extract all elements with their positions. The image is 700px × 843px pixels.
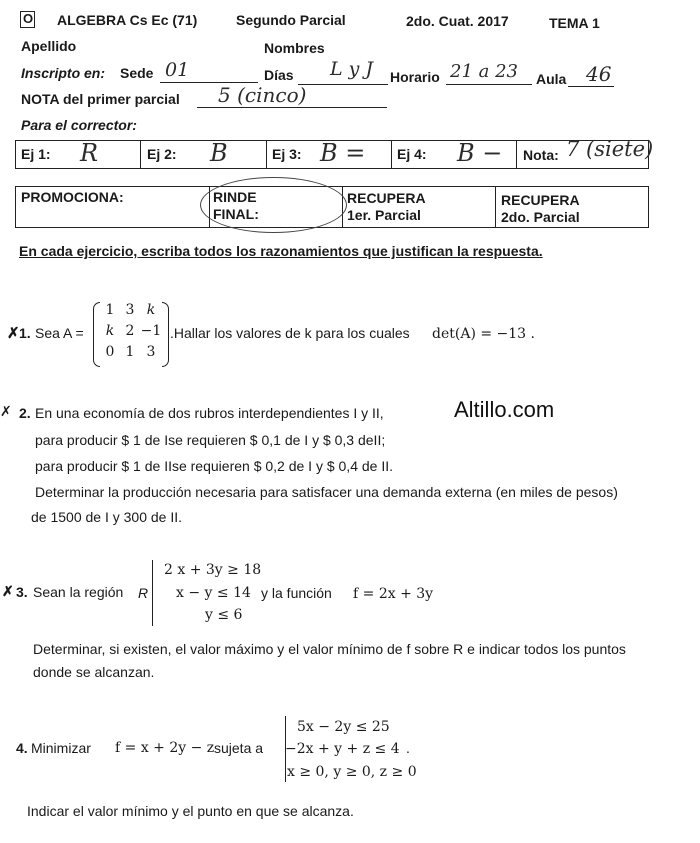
exam-term: 2do. Cuat. 2017 xyxy=(406,13,509,29)
ex4-tail: . xyxy=(406,740,410,756)
ej1-grade: R xyxy=(80,139,99,167)
nota-label: Nota: xyxy=(523,147,559,163)
ex2-number: 2. xyxy=(19,405,31,421)
ej3-grade: B = xyxy=(320,139,366,167)
matrix xyxy=(100,302,162,365)
matrix-cell: k xyxy=(146,302,156,318)
tema-mark: O xyxy=(23,11,34,26)
horario-line xyxy=(446,84,532,85)
tema-number: TEMA 1 xyxy=(549,15,600,31)
watermark: Altillo.com xyxy=(454,397,555,422)
ex2-line5: de 1500 de I y 300 de II. xyxy=(31,509,183,525)
matrix-cell: 2 xyxy=(125,323,135,339)
ex4-subject: sujeta a xyxy=(214,740,264,756)
nota-primer-value: 5 (cinco) xyxy=(218,83,307,107)
ex3-func: f = 2x + 3y xyxy=(353,586,434,602)
aula-line xyxy=(568,86,614,87)
matrix-bracket-right xyxy=(162,302,169,367)
ex2-line4: Determinar la producción necesaria para satisfacer una demanda externa (en miles de pesos) xyxy=(35,484,618,500)
ex1-lead: Sea A = xyxy=(35,325,84,341)
ex3-line1: Determinar, si existen, el valor máximo y el valor mínimo de f sobre R e indicar todos los puntos xyxy=(33,641,626,657)
ex2-line3: para producir $ 1 de IIse requieren $ 0,2 de I y $ 0,4 de II. xyxy=(35,458,394,474)
ex3-ineq2: x − y ≤ 14 xyxy=(176,585,251,601)
exam-name: Segundo Parcial xyxy=(236,12,346,28)
matrix-cell: 0 xyxy=(105,344,115,360)
nombres-label: Nombres xyxy=(264,40,325,56)
aula-label: Aula xyxy=(536,71,567,87)
dias-value: L y J xyxy=(330,58,374,80)
ex4-c1: 5x − 2y ≤ 25 xyxy=(297,719,390,735)
recupera1-label-2: 1er. Parcial xyxy=(347,207,421,223)
ej3-label: Ej 3: xyxy=(272,146,302,162)
sede-label: Sede xyxy=(120,65,154,81)
nota-primer-label: NOTA del primer parcial xyxy=(21,91,180,107)
matrix-cell: k xyxy=(105,323,115,339)
aula-value: 46 xyxy=(586,62,612,86)
ex3-ineq3: y ≤ 6 xyxy=(205,607,243,623)
ex3-mark: ✗ xyxy=(2,583,14,599)
region-symbol: R xyxy=(138,585,149,601)
ex1-mark: ✗ xyxy=(7,325,20,342)
ex4-c2: −2x + y + z ≤ 4 xyxy=(285,741,400,757)
ex2-mark: ✗ xyxy=(0,403,12,419)
rinde-label-1: RINDE xyxy=(213,189,257,205)
horario-label: Horario xyxy=(390,69,440,85)
ex3-lead: Sean la región xyxy=(33,584,124,600)
nota-grade: 7 (siete) xyxy=(566,137,654,161)
ej2-grade: B xyxy=(210,139,228,167)
apellido-label: Apellido xyxy=(21,38,77,54)
ej4-grade: B − xyxy=(457,139,503,167)
ex1-condition: det(A) = −13 . xyxy=(432,326,535,342)
matrix-cell: 3 xyxy=(146,344,156,360)
ex4-lead: Minimizar xyxy=(31,740,91,756)
ej4-label: Ej 4: xyxy=(397,146,427,162)
corrector-label: Para el corrector: xyxy=(21,117,137,133)
dias-label: Días xyxy=(264,67,294,83)
ex2-line1: En una economía de dos rubros interdependientes I y II, xyxy=(35,405,384,421)
ex1-text: .Hallar los valores de k para los cuales xyxy=(170,325,410,341)
ex3-line2: donde se alcanzan. xyxy=(33,664,155,680)
ex3-ineq1: 2 x + 3y ≥ 18 xyxy=(164,562,262,578)
instruction-text: En cada ejercicio, escriba todos los razonamientos que justifican la respuesta. xyxy=(19,243,543,259)
ej1-label: Ej 1: xyxy=(21,146,51,162)
recupera2-label-2: 2do. Parcial xyxy=(501,209,580,225)
recupera2-label-1: RECUPERA xyxy=(501,192,580,208)
recupera1-label-1: RECUPERA xyxy=(347,190,426,206)
matrix-cell: −1 xyxy=(140,323,162,339)
inscripto-label: Inscripto en: xyxy=(21,65,106,81)
matrix-cell: 1 xyxy=(105,302,115,318)
matrix-cell: 3 xyxy=(125,302,135,318)
sede-value: 01 xyxy=(165,59,190,81)
ex1-number: 1. xyxy=(19,325,31,341)
matrix-bracket-left xyxy=(93,302,100,367)
ex4-func: f = x + 2y − z xyxy=(115,740,215,756)
rinde-label-2: FINAL: xyxy=(213,206,259,222)
horario-value: 21 a 23 xyxy=(450,61,518,82)
ej2-label: Ej 2: xyxy=(147,146,177,162)
ex3-func-lead: y la función xyxy=(261,585,332,601)
system-brace xyxy=(152,560,153,626)
rinde-circle xyxy=(200,177,347,233)
ex3-number: 3. xyxy=(16,584,28,600)
matrix-cell: 1 xyxy=(125,344,135,360)
ex4-number: 4. xyxy=(16,740,28,756)
promociona-label: PROMOCIONA: xyxy=(21,189,124,205)
dias-line xyxy=(298,84,388,85)
subject-title: ALGEBRA Cs Ec (71) xyxy=(57,12,198,28)
nota-primer-line xyxy=(197,107,387,108)
ex2-line2: para producir $ 1 de Ise requieren $ 0,1 de I y $ 0,3 deII; xyxy=(35,432,386,448)
ex4-c3: x ≥ 0, y ≥ 0, z ≥ 0 xyxy=(287,764,417,780)
ex4-line1: Indicar el valor mínimo y el punto en que se alcanza. xyxy=(27,803,354,819)
